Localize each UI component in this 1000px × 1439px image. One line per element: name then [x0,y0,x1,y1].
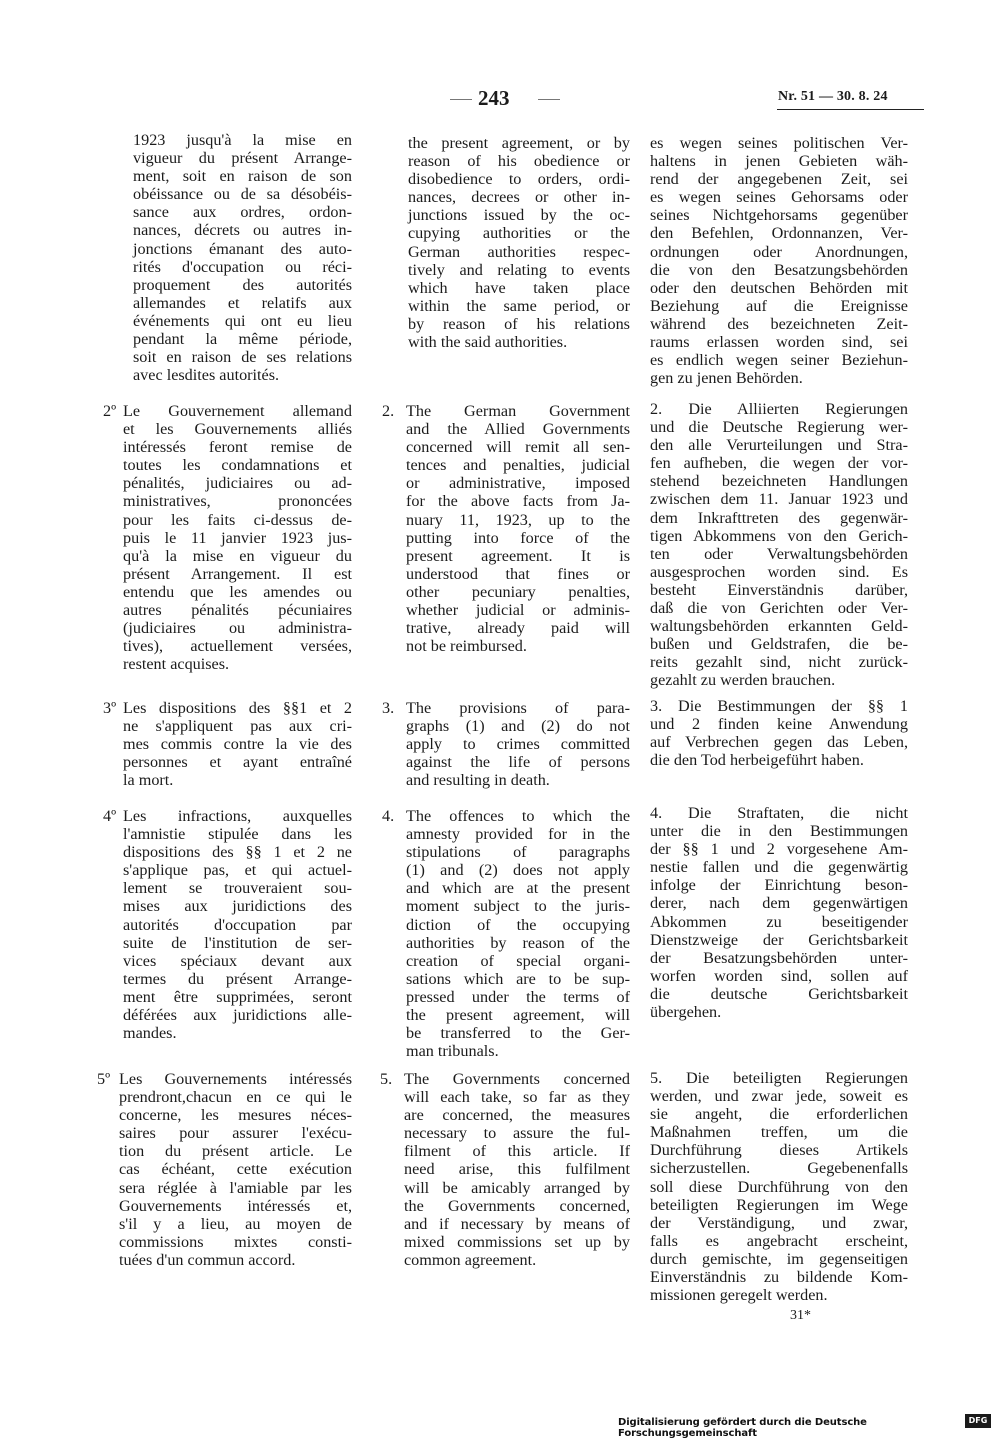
text-line: 5. Die beteiligten Regierungen [650,1069,908,1087]
english-paragraph-3-number: 3. [382,699,395,717]
english-paragraph-3 [406,699,630,789]
text-line: l'amnistie stipulée dans les [123,825,352,844]
text-line: ausgesprochen worden sind. Es [650,562,908,581]
text-line: present agreement. It is [406,546,630,565]
text-line: gen zu jenen Behörden. [650,369,803,388]
text-line: pressed under the terms of [406,987,630,1006]
text-line: es wegen seines politischen Ver- [650,134,908,152]
text-line: will be amicably arranged by [404,1178,630,1197]
text-line: be transferred to the Ger- [406,1024,630,1043]
text-line: The offences to which the [406,807,630,825]
text-line: sicherzustellen. Gegebenenfalls [650,1159,908,1178]
text-line: personnes et ayant entraîné [123,753,352,772]
text-line: apply to crimes committed [406,735,630,754]
text-line: prendront,chacun en ce qui le [119,1088,352,1107]
text-line: tively and relating to events [408,260,630,279]
text-line: mes commis contre la vie des [123,735,352,754]
text-line: 3. Die Bestimmungen der §§ 1 [650,697,908,715]
text-line: stipulations of paragraphs [406,843,630,862]
text-line: ne s'appliquent pas aux cri- [123,717,352,736]
french-paragraph-4-number: 4º [103,807,117,825]
text-line: la mort. [123,771,174,790]
text-line: cas échéant, cette exécution [119,1160,352,1179]
text-line: der §§ 1 und 2 vorgesehene Am- [650,840,908,859]
text-line: Les dispositions des §§1 et 2 [123,699,352,717]
english-paragraph-5 [404,1070,630,1269]
header-rule [777,109,924,110]
text-line: oder den deutschen Behörden mit [650,278,908,297]
header-dash-right [538,99,560,100]
text-line: jonctions émanant des auto- [133,239,352,258]
text-line: rités d'occupation ou réci- [133,257,352,276]
text-line: Les Gouvernements intéressés [119,1070,352,1088]
text-line: autres pénalités pécuniaires [123,601,352,620]
text-line: sie angeht, die erforderlichen [650,1105,908,1124]
text-line: understood that fines or [406,564,630,583]
text-line: qu'à la mise en vigueur du [123,546,352,565]
text-line: der Besatzungsbehörden unter- [650,948,908,967]
dfg-logo-icon: DFG [965,1414,991,1428]
text-line: mandes. [123,1024,177,1043]
text-line: autorités d'occupation par [123,915,352,934]
text-line: tives), actuellement versées, [123,637,352,656]
text-line: graphs (1) and (2) do not [406,717,630,736]
text-line: gezahlt zu werden brauchen. [650,671,836,690]
text-line: tion du présent article. Le [119,1142,352,1161]
text-line: besteht Einverständnis darüber, [650,580,908,599]
text-line: ment, soit en raison de son [133,167,352,186]
text-line: den Befehlen, Ordonnanzen, Ver- [650,224,908,243]
text-line: présent Arrangement. Il est [123,564,352,583]
text-line: unter die in den Bestimmungen [650,822,908,841]
page-number: 243 [478,86,510,110]
text-line: mixed commissions set up by [404,1232,630,1251]
text-line: within the same period, or [408,296,630,315]
text-line: the present agreement, or by [408,134,630,152]
text-line: disobedience to orders, ordi- [408,170,630,189]
text-line: ten oder Verwaltungsbehörden [650,544,908,563]
text-line: not be reimbursed. [406,637,527,656]
text-line: puis le 11 janvier 1923 jus- [123,528,352,547]
text-line: (1) and (2) does not apply [406,861,630,880]
text-line: restent acquises. [123,655,230,674]
text-line: necessary to assure the ful- [404,1124,630,1143]
english-paragraph-2 [406,402,630,655]
french-paragraph-5 [119,1070,352,1269]
text-line: ministratives, prononcées [123,492,352,511]
text-line: which have taken place [408,278,630,297]
text-line: reits gezahlt sind, nicht zurück- [650,653,908,672]
text-line: Les infractions, auxquelles [123,807,352,825]
text-line: dem Inkrafttreten des gegenwär- [650,508,908,527]
text-line: (judiciaires ou administra- [123,619,352,638]
text-line: The Governments concerned [404,1070,630,1088]
german-intro-paragraph [650,134,908,387]
text-line: vigueur du présent Arrange- [133,149,352,168]
english-paragraph-5-number: 5. [380,1070,393,1088]
text-line: avec lesdites autorités. [133,366,280,385]
text-line: nestie fallen und die gegenwärtig [650,858,908,877]
text-line: pénalités, judiciaires ou ad- [123,474,352,493]
french-intro-paragraph [133,131,352,384]
text-line: Le Gouvernement allemand [123,402,352,420]
text-line: intéressés feront remise de [123,438,352,457]
german-paragraph-3 [650,697,908,769]
text-line: termes du présent Arrange- [123,969,352,988]
text-line: against the life of persons [406,753,630,772]
text-line: common agreement. [404,1250,537,1269]
text-line: haltens in jenen Gebieten wäh- [650,152,908,171]
text-line: pour les faits ci-dessus de- [123,510,352,529]
text-line: and which are at the present [406,879,630,898]
english-intro-paragraph [408,134,630,351]
text-line: and resulting in death. [406,771,550,790]
text-line: putting into force of the [406,528,630,547]
french-paragraph-2-number: 2º [103,402,117,420]
text-line: et les Gouvernements alliés [123,420,352,439]
text-line: daß die von Gerichten oder Ver- [650,599,908,618]
text-line: dispositions des §§ 1 et 2 ne [123,843,352,862]
text-line: 1923 jusqu'à la mise en [133,131,352,149]
english-paragraph-4-number: 4. [382,807,395,825]
text-line: Dienstzweige der Gerichtsbarkeit [650,930,908,949]
text-line: filment of this article. If [404,1142,630,1161]
text-line: sera réglée à l'amiable par les [119,1178,352,1197]
text-line: authorities by reason of the [406,933,630,952]
text-line: fen aufheben, die wegen der vor- [650,454,908,473]
text-line: stehend bezeichneten Handlungen [650,472,908,491]
text-line: sations which are to be sup- [406,969,630,988]
text-line: lement se trouveraient sou- [123,879,352,898]
text-line: werden, und zwar jede, soweit es [650,1087,908,1106]
text-line: other pecuniary penalties, [406,582,630,601]
french-paragraph-3 [123,699,352,789]
text-line: allemandes et relatifs aux [133,293,352,312]
text-line: nances, décrets ou autres in- [133,221,352,240]
text-line: événements qui ont eu lieu [133,311,352,330]
text-line: pendant la même période, [133,330,352,349]
text-line: or administrative, imposed [406,474,630,493]
text-line: tuées d'un commun accord. [119,1250,296,1269]
text-line: falls es angebracht erscheint, [650,1231,908,1250]
german-paragraph-4 [650,804,908,1021]
digitization-credit: Digitalisierung gefördert durch die Deutsche Forschungsgemeinschaft [618,1417,867,1439]
text-line: reason of his obedience or [408,152,630,171]
text-line: auf Verbrechen gegen das Leben, [650,733,908,752]
text-line: bußen und Geldstrafen, die be- [650,635,908,654]
text-line: German authorities respec- [408,242,630,261]
text-line: Einverständnis zu bildende Kom- [650,1268,908,1287]
issue-date: Nr. 51 — 30. 8. 24 [778,89,888,104]
text-line: seines Nichtgehorsams gegenüber [650,206,908,225]
text-line: infolge der Einrichtung beson- [650,876,908,895]
text-line: Beziehung auf die Ereignisse [650,296,908,315]
text-line: ment être supprimées, seront [123,987,352,1006]
text-line: nances, decrees or other in- [408,188,630,207]
text-line: tences and penalties, judicial [406,456,630,475]
text-line: durch gemischte, im gegenseitigen [650,1249,908,1268]
french-paragraph-5-number: 5º [97,1070,111,1088]
text-line: commissions mixtes consti- [119,1232,352,1251]
sheet-number: 31* [790,1308,811,1323]
text-line: Abkommen zu beseitigender [650,912,908,931]
text-line: 2. Die Alliierten Regierungen [650,400,908,418]
text-line: whether judicial or adminis- [406,601,630,620]
text-line: s'il y a lieu, au moyen de [119,1214,352,1233]
text-line: raums erlassen worden sind, sei [650,333,908,352]
text-line: cupying authorities or the [408,224,630,243]
text-line: s'applique pas, et qui actuel- [123,861,352,880]
german-paragraph-2 [650,400,908,690]
text-line: are concerned, the measures [404,1106,630,1125]
german-paragraph-5 [650,1069,908,1304]
text-line: den alle Verurteilungen und Stra- [650,436,908,455]
text-line: creation of special organi- [406,951,630,970]
text-line: and if necessary by means of [404,1214,630,1233]
text-line: need arise, this fulfilment [404,1160,630,1179]
text-line: by reason of his relations [408,314,630,333]
text-line: obéissance ou de sa désobéis- [133,185,352,204]
text-line: toutes les condamnations et [123,456,352,475]
text-line: und 2 finden keine Anwendung [650,715,908,734]
text-line: der Verständigung, und zwar, [650,1213,908,1232]
text-line: es wegen seines Gehorsams oder [650,188,908,207]
text-line: with the said authorities. [408,333,568,352]
text-line: während des bezeichneten Zeit- [650,314,908,333]
text-line: The German Government [406,402,630,420]
text-line: the Governments concerned, [404,1196,630,1215]
text-line: Gouvernements intéressés et, [119,1196,352,1215]
text-line: tigen Abkommens von den Gerich- [650,526,908,545]
text-line: die deutsche Gerichtsbarkeit [650,984,908,1003]
text-line: derer, nach dem gegenwärtigen [650,894,908,913]
text-line: 4. Die Straftaten, die nicht [650,804,908,822]
text-line: déférées aux juridictions alle- [123,1006,352,1025]
text-line: trative, already paid will [406,619,630,638]
text-line: soll diese Durchführung von den [650,1177,908,1196]
text-line: will each take, so far as they [404,1088,630,1107]
text-line: proquement des autorités [133,275,352,294]
text-line: die den Tod herbeigeführt haben. [650,751,864,770]
text-line: missionen geregelt werden. [650,1286,828,1305]
french-paragraph-3-number: 3º [103,699,117,717]
text-line: amnesty provided for in the [406,825,630,844]
text-line: the present agreement, will [406,1006,630,1025]
text-line: mises aux juridictions des [123,897,352,916]
text-line: nuary 11, 1923, up to the [406,510,630,529]
english-paragraph-4 [406,807,630,1060]
text-line: vices spéciaux devant aux [123,951,352,970]
text-line: junctions issued by the oc- [408,206,630,225]
text-line: ordnungen oder Anordnungen, [650,242,908,261]
text-line: worfen worden sind, sollen auf [650,966,908,985]
text-line: es endlich wegen seiner Beziehun- [650,351,908,370]
english-paragraph-2-number: 2. [382,402,395,420]
text-line: beteiligten Regierungen im Wege [650,1195,908,1214]
text-line: rend der angegebenen Zeit, sei [650,170,908,189]
text-line: Durchführung dieses Artikels [650,1141,908,1160]
text-line: suite de l'institution de ser- [123,933,352,952]
text-line: and the Allied Governments [406,420,630,439]
text-line: entendu que les amendes ou [123,582,352,601]
french-paragraph-4 [123,807,352,1042]
text-line: diction of the occupying [406,915,630,934]
text-line: und die Deutsche Regierung wer- [650,418,908,437]
text-line: concerne, les mesures néces- [119,1106,352,1125]
text-line: waltungsbehörden erkannten Geld- [650,617,908,636]
text-line: saires pour assurer l'exécu- [119,1124,352,1143]
text-line: übergehen. [650,1003,722,1022]
text-line: zwischen dem 11. Januar 1923 und [650,490,908,509]
text-line: moment subject to the juris- [406,897,630,916]
header-dash-left [450,99,472,100]
text-line: for the above facts from Ja- [406,492,630,511]
text-line: die von den Besatzungsbehörden [650,260,908,279]
text-line: man tribunals. [406,1042,499,1061]
french-paragraph-2 [123,402,352,673]
text-line: soit en raison de ses relations [133,348,352,367]
text-line: sance aux ordres, ordon- [133,203,352,222]
text-line: Maßnahmen treffen, um die [650,1123,908,1142]
text-line: The provisions of para- [406,699,630,717]
text-line: concerned will remit all sen- [406,438,630,457]
